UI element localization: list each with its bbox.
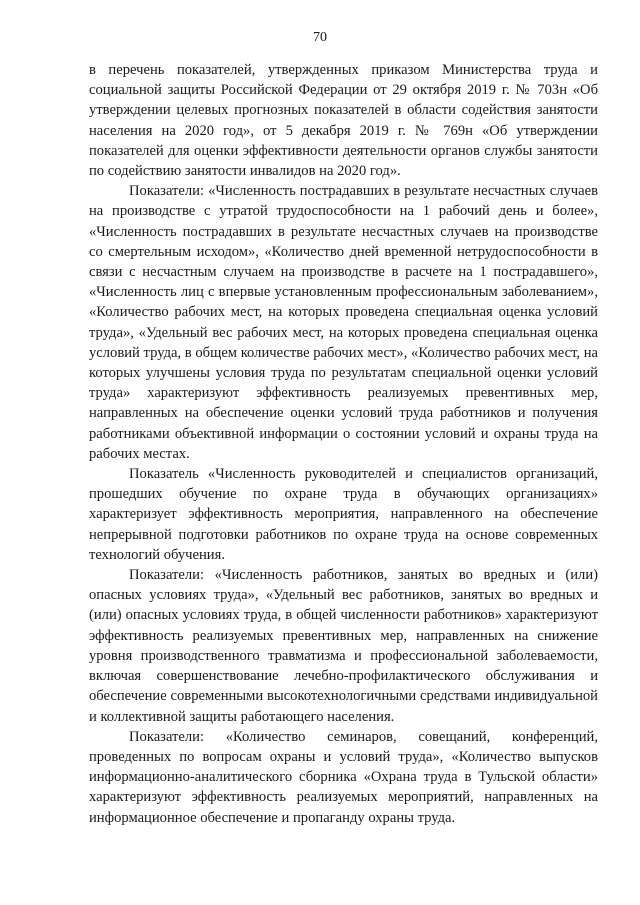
paragraph-training-indicator: Показатель «Численность руководителей и специалистов организаций, прошедших обучение по охране труда в обучающих организациях» характеризует эффективность мероприятия, направленного на обеспечение непрерывной подготовки работников по охране труда на основе современных технологий обучения.: [89, 466, 598, 563]
paragraph-hazardous-conditions-indicators: Показатели: «Численность работников, занятых во вредных и (или) опасных условиях труда», «Удельный вес работников, занятых во вредных и (или) опасных условиях труда, в общей численности работников» характеризуют эффективность реализуемых превентивных мер, направленных на снижение уровня производственного травматизма и профессиональной заболеваемости, включая совершенствование лечебно-профилактического обслуживания и обеспечение современными высокотехнологичными средствами индивидуальной и коллективной защиты работающего населения.: [89, 567, 598, 725]
page-number: 70: [313, 30, 327, 45]
paragraph-seminars-indicators: Показатели: «Количество семинаров, совещаний, конференций, проведенных по вопросам охраны и условий труда», «Количество выпусков информационно-аналитического сборника «Охрана труда в Тульской области» характеризуют эффективность реализуемых мероприятий, направленных на информационное обеспечение и пропаганду охраны труда.: [89, 728, 598, 826]
document-body: [89, 60, 598, 828]
paragraph-intro-continuation: в перечень показателей, утвержденных приказом Министерства труда и социальной защиты Российской Федерации от 29 октября 2019 г. № 703н «Об утверждении целевых прогнозных показателей в области содействия занятости населения на 2020 год», от 5 декабря 2019 г. № 769н «Об утверждении показателей для оценки эффективности деятельности органов службы занятости по содействию занятости инвалидов на 2020 год».: [89, 62, 598, 180]
paragraph-injury-indicators: Показатели: «Численность пострадавших в результате несчастных случаев на производстве с утратой трудоспособности на 1 рабочий день и более», «Численность пострадавших в результате несчастных случаев на производстве со смертельным исходом», «Количество дней временной нетрудоспособности в связи с несчастным случаем на производстве в расчете на 1 пострадавшего», «Численность лиц с впервые установленным профессиональным заболеванием», «Количество рабочих мест, на которых проведена специальная оценка условий труда», «Удельный вес рабочих мест, на которых проведена специальная оценка условий труда, в общем количестве рабочих мест», «Количество рабочих мест, на которых улучшены условия труда по результатам специальной оценки условий труда» характеризуют эффективность реализуемых превентивных мер, направленных на обеспечение оценки условий труда работников и получения работниками объективной информации о состоянии условий и охраны труда на рабочих местах.: [89, 183, 598, 462]
